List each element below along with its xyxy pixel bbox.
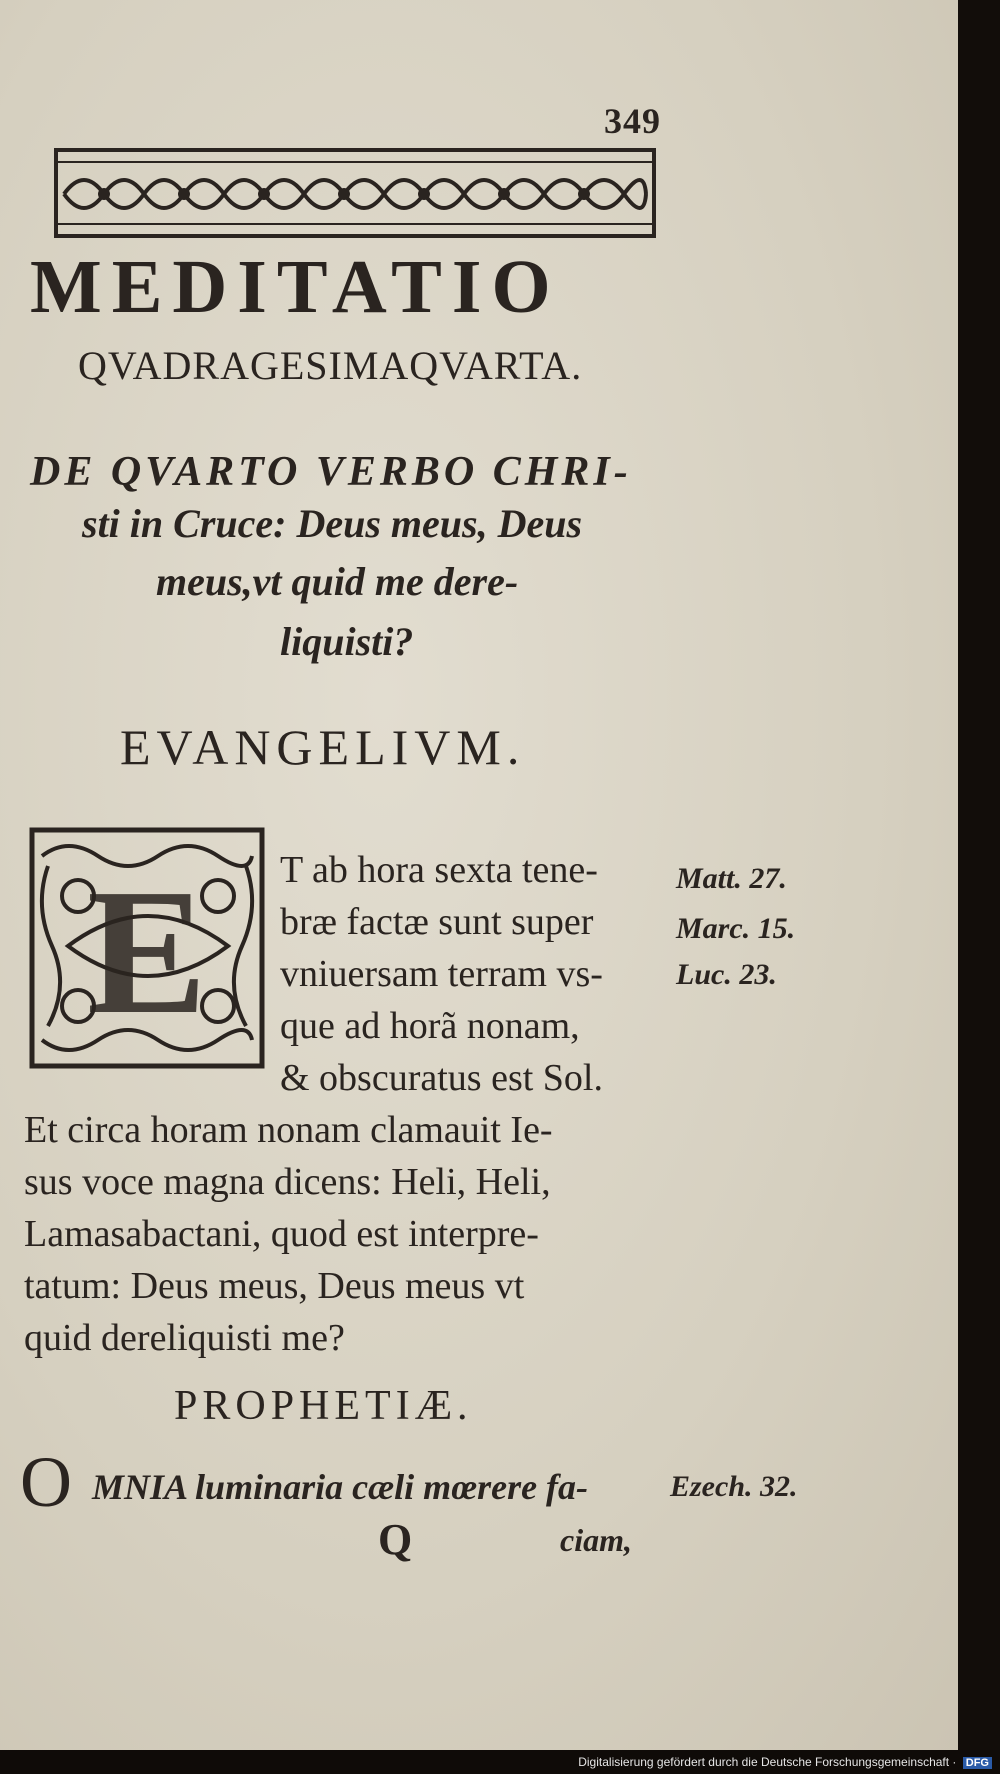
gospel-line: quid dereliquisti me? — [24, 1317, 345, 1359]
page-title: MEDITATIO — [30, 245, 561, 329]
gospel-line: bræ factæ sunt super — [280, 901, 594, 943]
margin-note: Luc. 23. — [676, 958, 777, 991]
drop-cap-letter: E — [86, 852, 208, 1051]
dfg-logo-icon: DFG — [963, 1757, 992, 1769]
prophecy-initial: O — [20, 1442, 72, 1522]
gospel-line: & obscuratus est Sol. — [280, 1057, 603, 1099]
page-number: 349 — [604, 101, 661, 141]
footer-credit — [578, 1755, 992, 1769]
italic-heading-line-4: liquisti? — [280, 619, 414, 664]
margin-note: Ezech. 32. — [670, 1470, 798, 1503]
decorated-initial — [28, 826, 266, 1070]
footer-text: Digitalisierung gefördert durch die Deutsche Forschungsgemeinschaft · — [578, 1755, 957, 1769]
italic-heading-line-1: DE QVARTO VERBO CHRI- — [30, 449, 632, 495]
italic-heading-line-3: meus,vt quid me dere- — [156, 559, 519, 604]
prophecy-heading: PROPHETIÆ. — [174, 1383, 473, 1429]
gospel-line: vniuersam terram vs- — [280, 953, 603, 995]
gospel-line: sus voce magna dicens: Heli, Heli, — [24, 1161, 551, 1203]
page-edge-right — [958, 0, 1000, 1774]
catchword: ciam, — [560, 1522, 632, 1558]
gospel-line: tatum: Deus meus, Deus meus vt — [24, 1265, 525, 1307]
gospel-line: Et circa horam nonam clamauit Ie- — [24, 1109, 553, 1151]
margin-note: Matt. 27. — [676, 862, 787, 895]
italic-heading-line-2: sti in Cruce: Deus meus, Deus — [82, 501, 583, 546]
gospel-line: T ab hora sexta tene- — [280, 849, 598, 891]
ornamental-headband — [54, 146, 656, 242]
margin-note: Marc. 15. — [676, 912, 796, 945]
page-subtitle: QVADRAGESIMAQVARTA. — [78, 343, 583, 388]
section-heading: EVANGELIVM. — [120, 719, 526, 775]
gospel-line: que ad horã nonam, — [280, 1005, 580, 1047]
signature-mark: Q — [378, 1515, 413, 1564]
prophecy-line: MNIA luminaria cæli mœrere fa- — [92, 1467, 589, 1507]
gospel-line: Lamasabactani, quod est interpre- — [24, 1213, 539, 1255]
